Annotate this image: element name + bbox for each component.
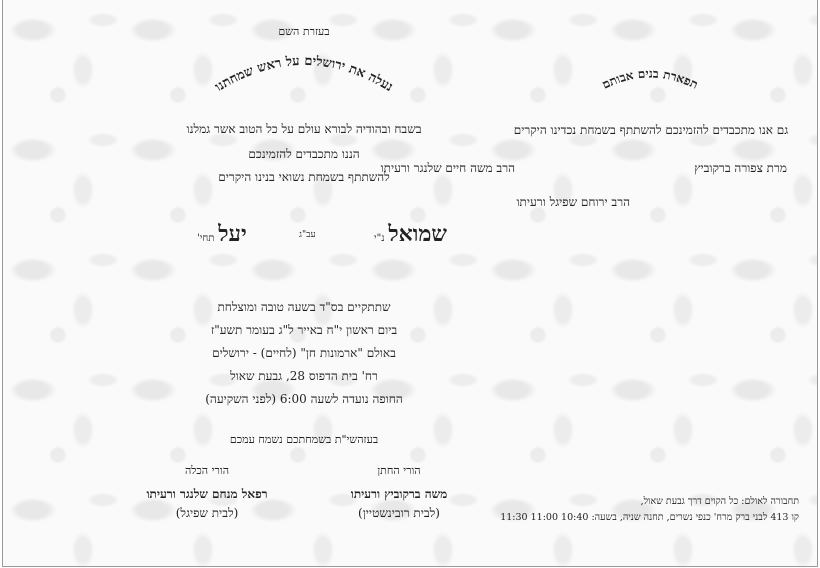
bride-name: יעל <box>218 221 247 247</box>
bride-suffix: תחי' <box>197 233 215 244</box>
intro-line-1: בשבח ובהודיה לבורא עולם על כל הטוב אשר גמלנו <box>186 122 422 136</box>
couple-names <box>197 222 447 252</box>
groom-name: שמואל <box>388 221 447 247</box>
event-line-4: רח' בית הדפוס 28, גבעת שאול <box>230 369 378 383</box>
groom-suffix: נ"י <box>374 233 385 244</box>
groom-parents-title: הורי החתן <box>377 464 421 477</box>
event-line-5: החופה נועדה לשעה 6:00 (לפני השקיעה) <box>205 392 403 406</box>
grandparent-1: מרת צפורה ברקוביץ <box>694 161 787 175</box>
svg-text:נעלה את ירושלים על ראש שמחתנו <box>213 54 396 95</box>
bride-parents-name: רפאל מנחם שלנגר ורעיתו <box>146 487 268 501</box>
transport-line-1: תחבורה לאולם: כל הקוים דרך גבעת שאול, <box>640 496 799 507</box>
arc-verse <box>144 40 464 130</box>
grandparent-3: הרב ירוחם שפיגל ורעיתו <box>516 195 630 209</box>
event-line-2: ביום ראשון י"ח באייר ל"ג בעומר תשע"ז <box>210 323 398 337</box>
bride-block <box>197 222 247 246</box>
event-line-1: שתתקיים בס"ד בשעה טובה ומוצלחת <box>217 300 391 314</box>
intro-line-3: להשתתף בשמחת נשואי בנינו היקרים <box>218 170 390 184</box>
arc-title <box>540 55 760 125</box>
blessing-header: בעזרת השם <box>278 25 330 38</box>
event-line-3: באולם "ארמונות חן" (לחיים) - ירושלים <box>212 346 396 360</box>
arc-title-text: תפארת בנים אבותם <box>599 66 701 92</box>
groom-parents-maiden: (לבית רובינשטיין) <box>358 506 440 520</box>
bride-parents-title: הורי הכלה <box>184 464 230 477</box>
grandparent-2: הרב משה חיים שלנגר ורעיתו <box>380 161 515 175</box>
closing-line: בעזהשי"ת בשמחתכם נשמח עמכם <box>229 433 379 446</box>
arc-verse-text: נעלה את ירושלים על ראש שמחתנו <box>212 53 396 95</box>
intro-line-2: הננו מתכבדים להזמינכם <box>248 147 360 161</box>
svg-text:תפארת בנים אבותם <box>600 66 700 91</box>
invitation-card <box>2 0 818 567</box>
bride-parents-maiden: (לבית שפיגל) <box>175 506 239 520</box>
groom-parents-name: משה ברקוביץ ורעיתו <box>350 487 448 501</box>
grandparents-invite-line: גם אנו מתכבדים להזמינכם להשתתף בשמחת נכדינו היקרים <box>513 123 789 137</box>
connector: עב"ג <box>299 230 316 240</box>
transport-line-2: קו 413 לבני ברק מרח' כנפי נשרים, תחנה שניה, בשעה: 10:40 11:00 11:30 <box>500 512 799 523</box>
groom-block <box>374 222 447 246</box>
